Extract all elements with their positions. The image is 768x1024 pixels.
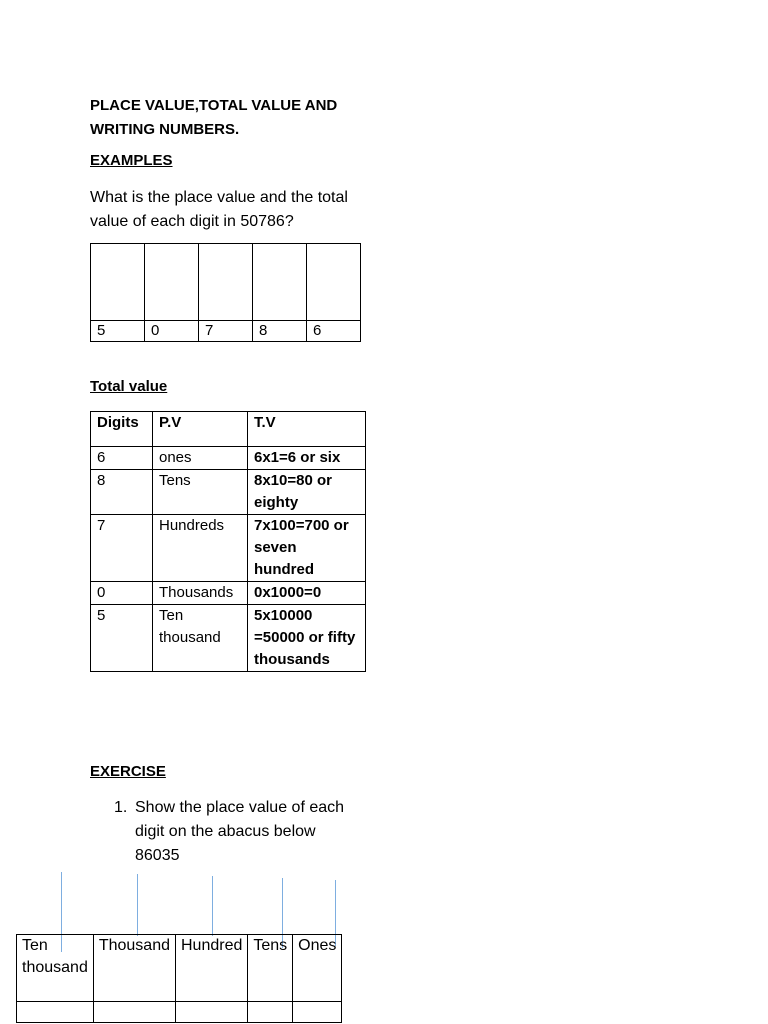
pv-cell (145, 244, 199, 321)
answer-cell (293, 1002, 342, 1023)
pv-cell (253, 244, 307, 321)
total-value-table (90, 411, 366, 672)
digit-cell: 0 (145, 321, 199, 342)
tv-cell: 5x10000 =50000 or fifty thousands (248, 605, 366, 672)
abacus-rod (212, 876, 213, 936)
place-value-table (90, 243, 361, 342)
pv-cell: Hundreds (153, 515, 248, 582)
pv-cell: Thousands (153, 582, 248, 605)
table-header-row (91, 412, 366, 447)
pv-cell: ones (153, 447, 248, 470)
tv-cell: 7x100=700 or seven hundred (248, 515, 366, 582)
tv-cell: 0x1000=0 (248, 582, 366, 605)
answer-cell (176, 1002, 248, 1023)
digit-cell: 8 (253, 321, 307, 342)
abacus-rod (137, 874, 138, 936)
pv-cell (199, 244, 253, 321)
tv-cell: 8x10=80 or eighty (248, 470, 366, 515)
abacus-label: Ten thousand (17, 935, 94, 1002)
answer-cell (248, 1002, 293, 1023)
exercise-question (114, 796, 354, 868)
abacus-label: Ones (293, 935, 342, 1002)
table-row (91, 447, 366, 470)
place-value-label-row (91, 244, 361, 321)
title-line-1: PLACE VALUE,TOTAL VALUE AND (90, 97, 338, 114)
abacus-label: Hundred (176, 935, 248, 1002)
answer-cell (17, 1002, 94, 1023)
title-line-2: WRITING NUMBERS. (90, 121, 240, 138)
total-value-heading: Total value (90, 378, 168, 395)
pv-cell: Tens (153, 470, 248, 515)
abacus-table (16, 934, 342, 1023)
digit-cell: 6 (307, 321, 361, 342)
question-text: Show the place value of each digit on the abacus below 86035 (135, 799, 345, 864)
header-pv: P.V (153, 412, 248, 447)
digit-cell: 5 (91, 321, 145, 342)
answer-cell (93, 1002, 175, 1023)
table-row (91, 605, 366, 672)
pv-cell: Ten thousand (153, 605, 248, 672)
header-digits: Digits (91, 412, 153, 447)
abacus-answer-row (17, 1002, 342, 1023)
place-value-digit-row (91, 321, 361, 342)
digit-cell: 6 (91, 447, 153, 470)
digit-cell: 7 (199, 321, 253, 342)
table-row (91, 515, 366, 582)
pv-cell (91, 244, 145, 321)
header-tv: T.V (248, 412, 366, 447)
abacus-label: Thousand (93, 935, 175, 1002)
digit-cell: 5 (91, 605, 153, 672)
abacus-header-row (17, 935, 342, 1002)
digit-cell: 8 (91, 470, 153, 515)
examples-heading: EXAMPLES (90, 152, 173, 169)
pv-cell (307, 244, 361, 321)
table-row (91, 470, 366, 515)
exercise-heading: EXERCISE (90, 763, 166, 780)
page-title (90, 94, 337, 142)
table-row (91, 582, 366, 605)
abacus-label: Tens (248, 935, 293, 1002)
digit-cell: 0 (91, 582, 153, 605)
tv-cell: 6x1=6 or six (248, 447, 366, 470)
example-question: What is the place value and the total value of each digit in 50786? (90, 189, 348, 230)
digit-cell: 7 (91, 515, 153, 582)
question-number: 1. (114, 799, 128, 816)
